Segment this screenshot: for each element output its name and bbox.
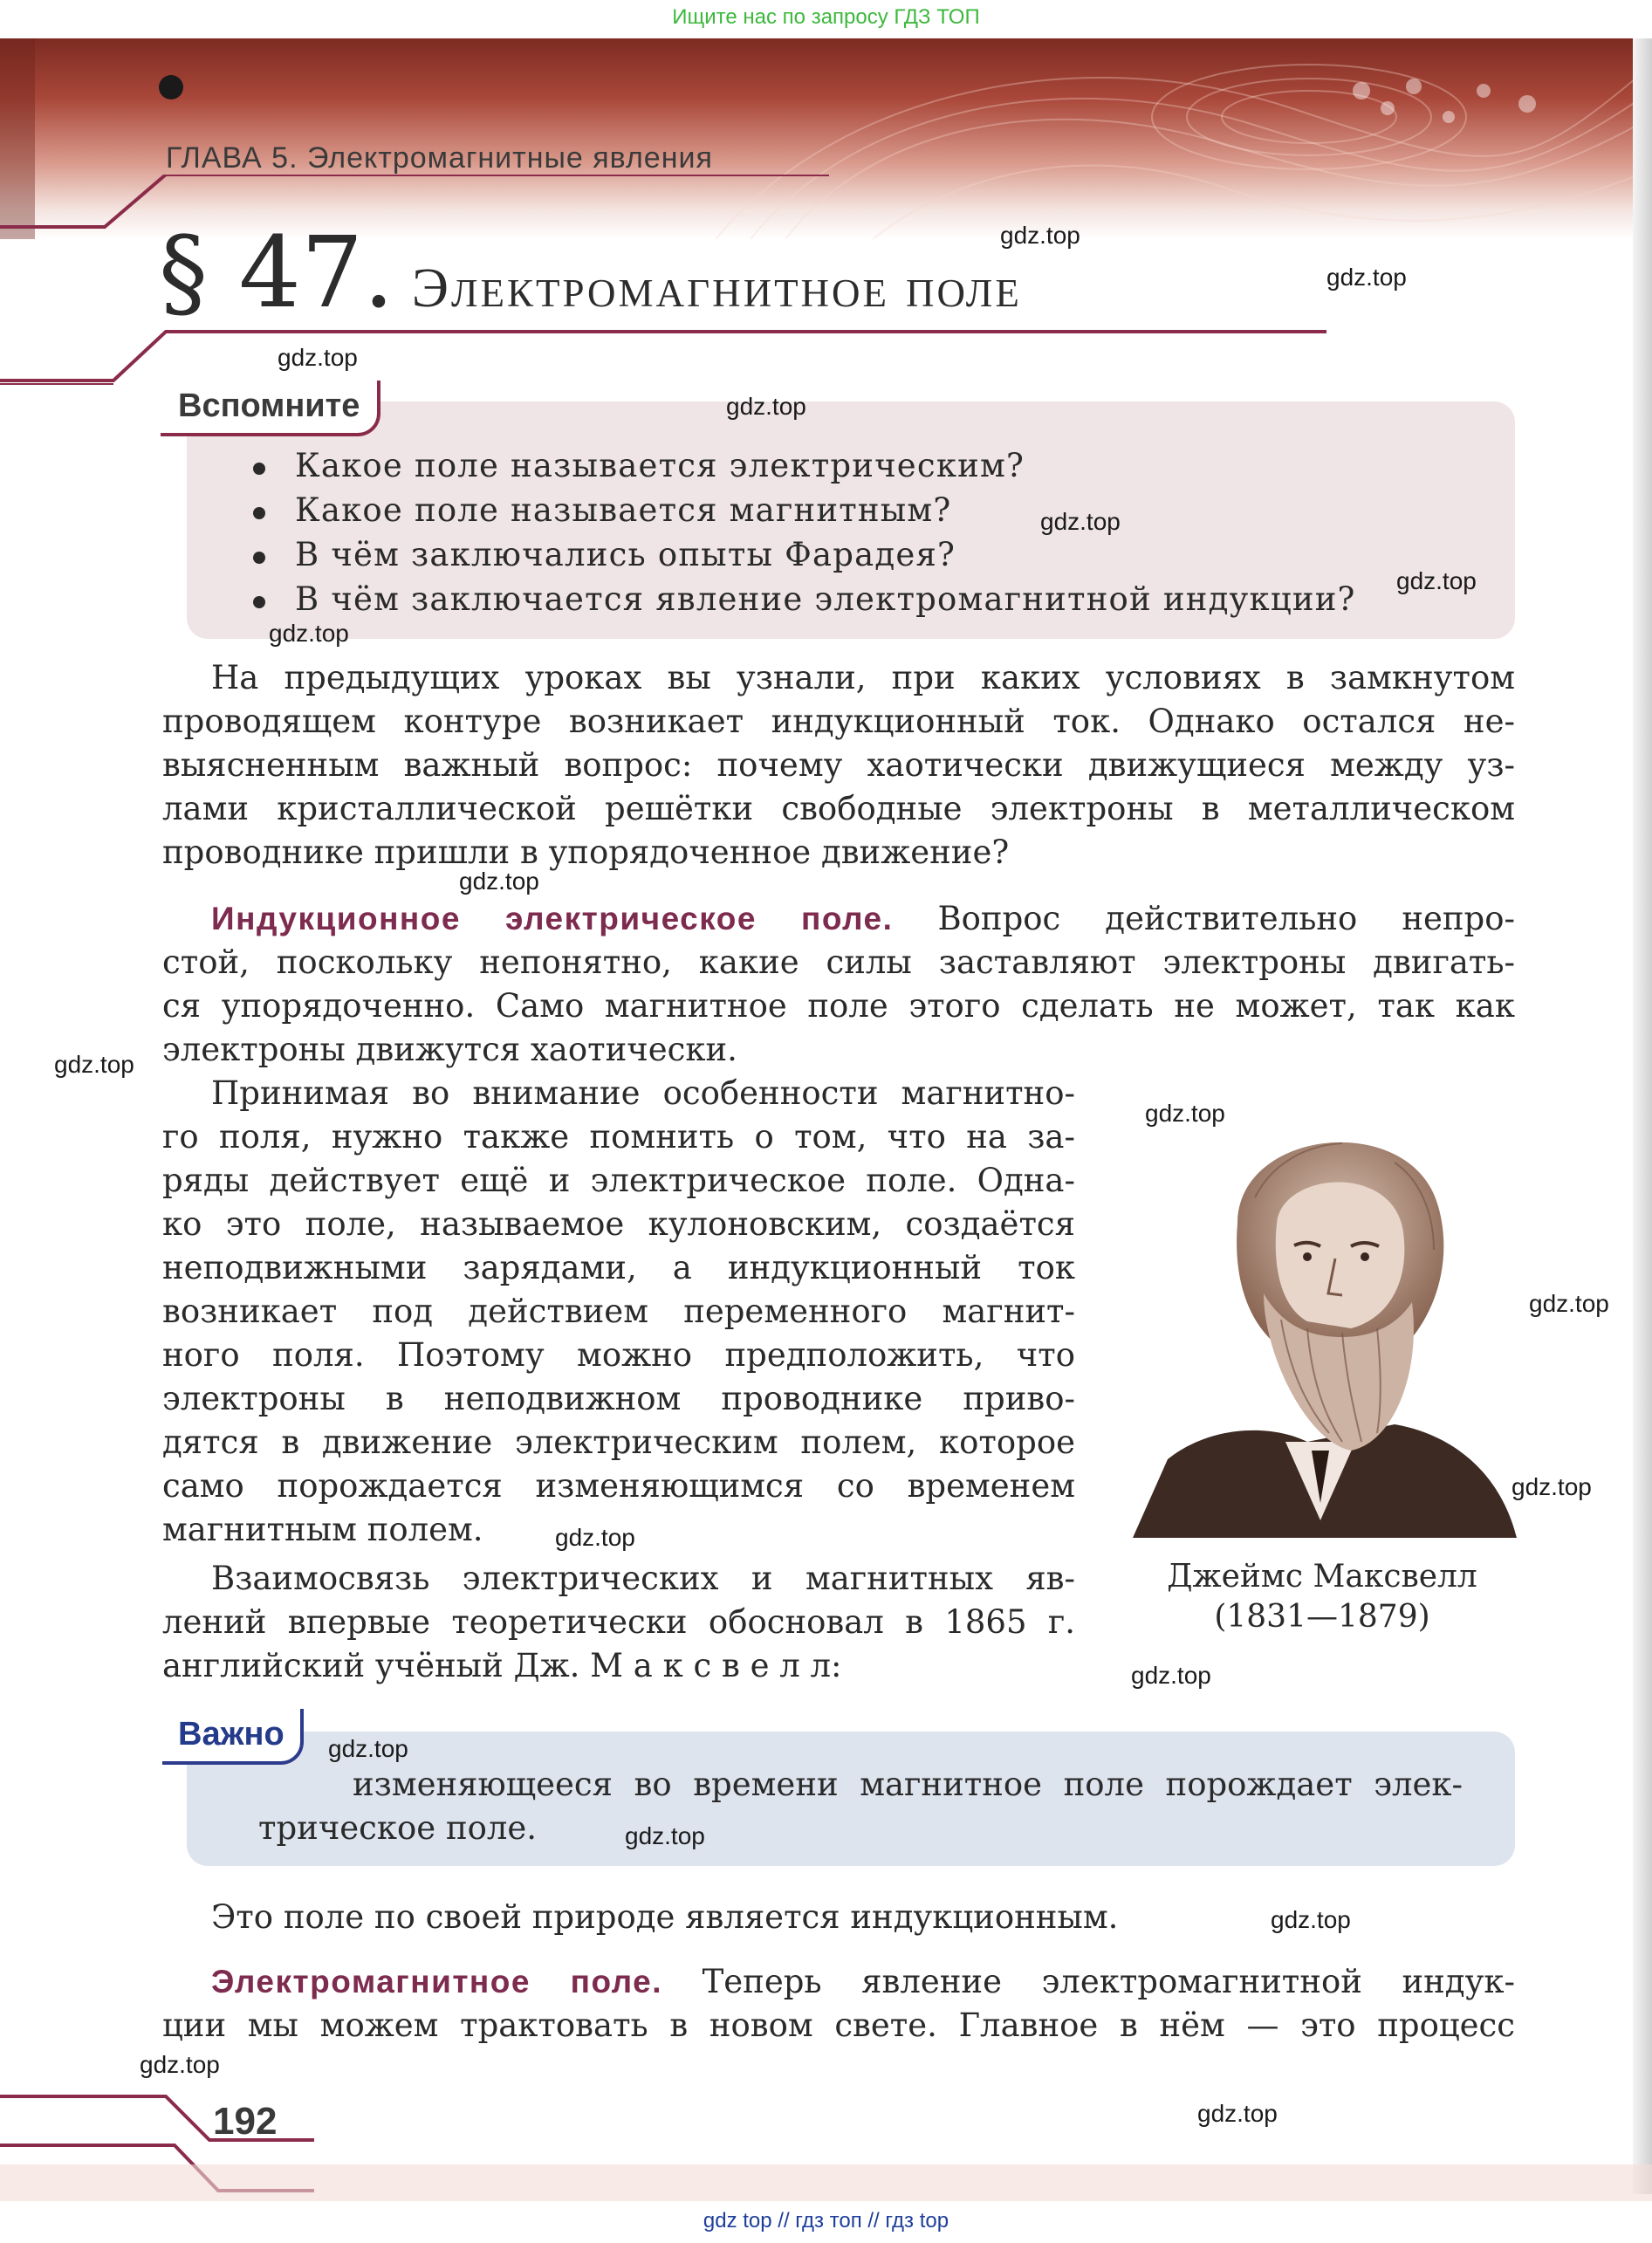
section-number: § 47. [159, 216, 394, 330]
watermark: gdz.top [459, 868, 539, 895]
watermark: gdz.top [328, 1735, 408, 1762]
watermark: gdz.top [54, 1051, 134, 1078]
important-label: Важно [162, 1709, 304, 1765]
bullet-icon [253, 552, 265, 564]
watermark: gdz.top [1000, 222, 1080, 249]
recall-list [253, 443, 1356, 621]
watermark: gdz.top [1511, 1473, 1592, 1500]
paragraph-5: Это поле по своей природе является индукционным. [211, 1898, 1119, 1936]
portrait-years: (1831—1879) [1214, 1599, 1430, 1635]
recall-item: Какое поле называется электрическим? [253, 443, 1356, 488]
page-edge [1633, 38, 1652, 2194]
watermark: gdz.top [625, 1822, 705, 1849]
watermark: gdz.top [555, 1524, 635, 1551]
recall-item: Какое поле называется магнитным? [253, 488, 1356, 532]
watermark: gdz.top [1040, 508, 1121, 535]
watermark: gdz.top [1326, 264, 1407, 291]
bottom-banner: gdz top // гдз топ // гдз top [0, 2201, 1652, 2243]
maxwell-portrait [1133, 1093, 1517, 1538]
watermark: gdz.top [269, 620, 349, 647]
bullet-icon [253, 463, 265, 475]
watermark: gdz.top [278, 344, 358, 371]
recall-label: Вспомните [161, 381, 380, 436]
paragraph-2: Индукционное электрическое поле. Вопрос действительно непро- стой, поскольку непонятно, какие силы заставляют электроны двигать- ся упорядоченно. Само магнитное поле этого сделать не может, так как электроны движутся хаотически. [162, 900, 1516, 1068]
recall-item: В чём заключается явление электромагнитной индукции? [253, 577, 1356, 621]
paragraph-3: Принимая во внимание особенности магнитно- го поля, нужно также помнить о том, что на за- ряды действует ещё и электрическое поле. Одна- ко это поле, называемое кулоновским, создаётся неподвижными зарядами, а индукционный ток возникает под действием переменного магнит- ного поля. Поэтому можно предположить, что электроны в неподвижном проводнике приво- дятся в движение электрическим полем, которое само порождается изменяющимся со временем магнитным полем. [162, 1074, 1075, 1548]
watermark: gdz.top [1271, 1906, 1351, 1933]
paragraph-4: Взаимосвязь электрических и магнитных яв- лений впервые теоретически обосновал в 1865 г. английский учёный Дж. М а к с в е л л: [162, 1560, 1075, 1684]
watermark: gdz.top [1396, 567, 1477, 594]
watermark: gdz.top [1529, 1290, 1609, 1317]
important-text: изменяющееся во времени магнитное поле порождает элек- трическое поле. [258, 1766, 1463, 1847]
portrait-caption [1134, 1557, 1510, 1637]
watermark: gdz.top [1145, 1100, 1225, 1127]
subheading-induction-field: Индукционное электрическое поле. [211, 901, 894, 936]
recall-item: В чём заключались опыты Фарадея? [253, 532, 1356, 577]
bullet-icon [253, 507, 265, 519]
portrait-name: Джеймс Максвелл [1167, 1559, 1477, 1595]
bullet-icon [253, 596, 265, 608]
chapter-title: ГЛАВА 5. Электромагнитные явления [166, 141, 713, 175]
watermark: gdz.top [140, 2051, 220, 2078]
paragraph-1: На предыдущих уроках вы узнали, при каких условиях в замкнутом проводящем контуре возникает индукционный ток. Однако остался не- выясненным важный вопрос: почему хаотически движущиеся между уз- лами кристаллической решётки свободные электроны в металлическом проводнике пришли в упорядоченное движение? [162, 659, 1515, 871]
paragraph-6: Электромагнитное поле. Теперь явление электромагнитной индук- ции мы можем трактовать в новом свете. Главное в нём — это процесс [162, 1963, 1515, 2044]
watermark: gdz.top [726, 393, 806, 420]
section-heading [159, 216, 1022, 330]
subheading-em-field: Электромагнитное поле. [211, 1964, 662, 1999]
watermark: gdz.top [1131, 1662, 1211, 1689]
top-banner: Ищите нас по запросу ГДЗ ТОП [0, 0, 1652, 38]
section-title: Электромагнитное поле [411, 257, 1022, 319]
page-number: 192 [213, 2100, 278, 2143]
watermark: gdz.top [1197, 2100, 1278, 2127]
